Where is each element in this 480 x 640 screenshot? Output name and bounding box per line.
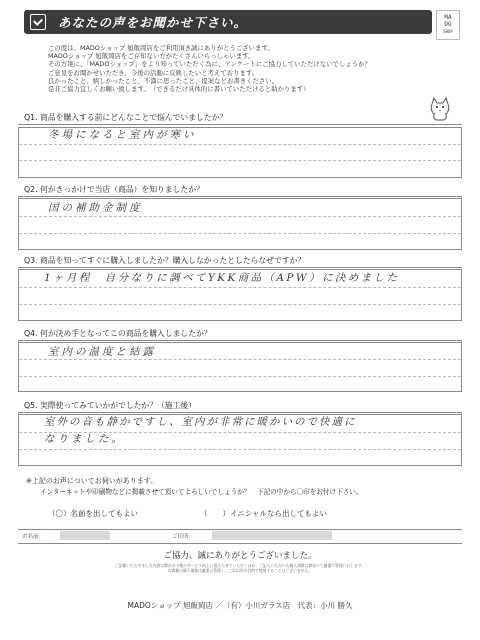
mado-logo: MA DO SHOP xyxy=(436,10,460,40)
consent-question: インターネットや印刷物などに掲載させて頂いてよろしいでしょうか？ 下記の中から〇印をお付け下さい。 xyxy=(40,488,363,496)
answer-4-line-1: 室内の温度と結露 xyxy=(48,346,156,358)
question-underline xyxy=(18,196,462,197)
option-initials-ok[interactable] xyxy=(200,508,327,519)
question-underline xyxy=(18,412,462,413)
address-redacted xyxy=(212,531,332,540)
fine-print-line: ご記載いただきました内容は弊社の今後のサービス向上に役立たせていただくほか、ご記入いただいた個人情報は弊社にて厳重に管理いたします。 xyxy=(114,563,366,568)
answer-1-line-1: 冬場になると室内が寒い xyxy=(48,129,197,141)
option-label: 名前を出してもよい xyxy=(70,509,138,518)
intro-line: 是非ご協力宜しくお願い致します。 （できるだけ具体的に書いていただけると助かります） xyxy=(48,85,310,94)
question-underline xyxy=(18,340,462,341)
intro-line: 良かったこと、嬉しかったこと、不満に思ったこと、提案などお書きください。 xyxy=(48,76,279,85)
question-2: Q2. 何がきっかけで当店（商品）を知りましたか？ xyxy=(24,185,204,194)
footer-shop-info: MADOショップ 旭飯岡店 ／（有）小川ガラス店 代表：小川 勝久 xyxy=(127,601,353,610)
page-title: あなたの声をお聞かせ下さい。 xyxy=(58,15,248,30)
option-name-ok[interactable] xyxy=(48,508,138,519)
option-mark: （ ） xyxy=(200,509,230,518)
intro-line: ご意見をお聞かせいただき、今後の活動に反映したいと考えております。 xyxy=(48,68,259,77)
intro-line: MADOショップ 旭飯岡店をご存知ない方がたくさんいらっしゃいます。 xyxy=(48,52,255,61)
option-label: イニシャルなら出してもよい xyxy=(230,509,328,518)
option-mark: （〇） xyxy=(48,509,71,518)
fine-print-line: お客様の個人情報は厳重に管理し、これ以外の目的で使用することはございません。 xyxy=(167,568,313,574)
question-underline xyxy=(18,124,462,125)
address-label: ご住所： xyxy=(172,534,195,540)
thanks-text: ご協力、誠にありがとうございました。 xyxy=(163,551,317,561)
question-3: Q3. 商品を知ってすぐに購入しましたか？購入しなかったとしたらなぜですか？ xyxy=(24,256,306,265)
answer-2-line-1: 国の補助金制度 xyxy=(48,202,143,214)
fine-print xyxy=(40,563,440,573)
name-redacted xyxy=(60,531,110,540)
consent-note: ※上記のお声についてお伺いがあります。 xyxy=(26,477,158,485)
intro-line: その方達に、「MADOショップ」をより知っていただく為に、アンケートにご協力していただけないでしょうか？ xyxy=(48,60,371,69)
question-1: Q1. 商品を購入する前にどんなことで悩んでいましたか？ xyxy=(24,113,228,122)
question-underline xyxy=(18,267,462,268)
question-5: Q5. 実際使ってみていかがでしたか？（施工後） xyxy=(24,401,196,410)
name-label: お名前： xyxy=(22,534,45,540)
intro-line: この度は、MADOショップ 旭飯岡店をご利用頂き誠にありがとうございます。 xyxy=(48,44,274,52)
intro-text xyxy=(48,44,458,93)
question-4: Q4. 何が決め手となってこの商品を購入しましたか？ xyxy=(24,329,212,338)
answer-3-line-1: 1ヶ月程 自分なりに調べてYKK商品（APW）に決めました xyxy=(44,272,400,284)
answer-5-line-2: なりました。 xyxy=(44,433,125,445)
answer-5-line-1: 室外の音も静かですし、室内が非常に暖かいので快適に xyxy=(44,416,357,428)
checkbox-icon xyxy=(30,14,46,30)
cat-mascot-icon xyxy=(427,95,453,121)
